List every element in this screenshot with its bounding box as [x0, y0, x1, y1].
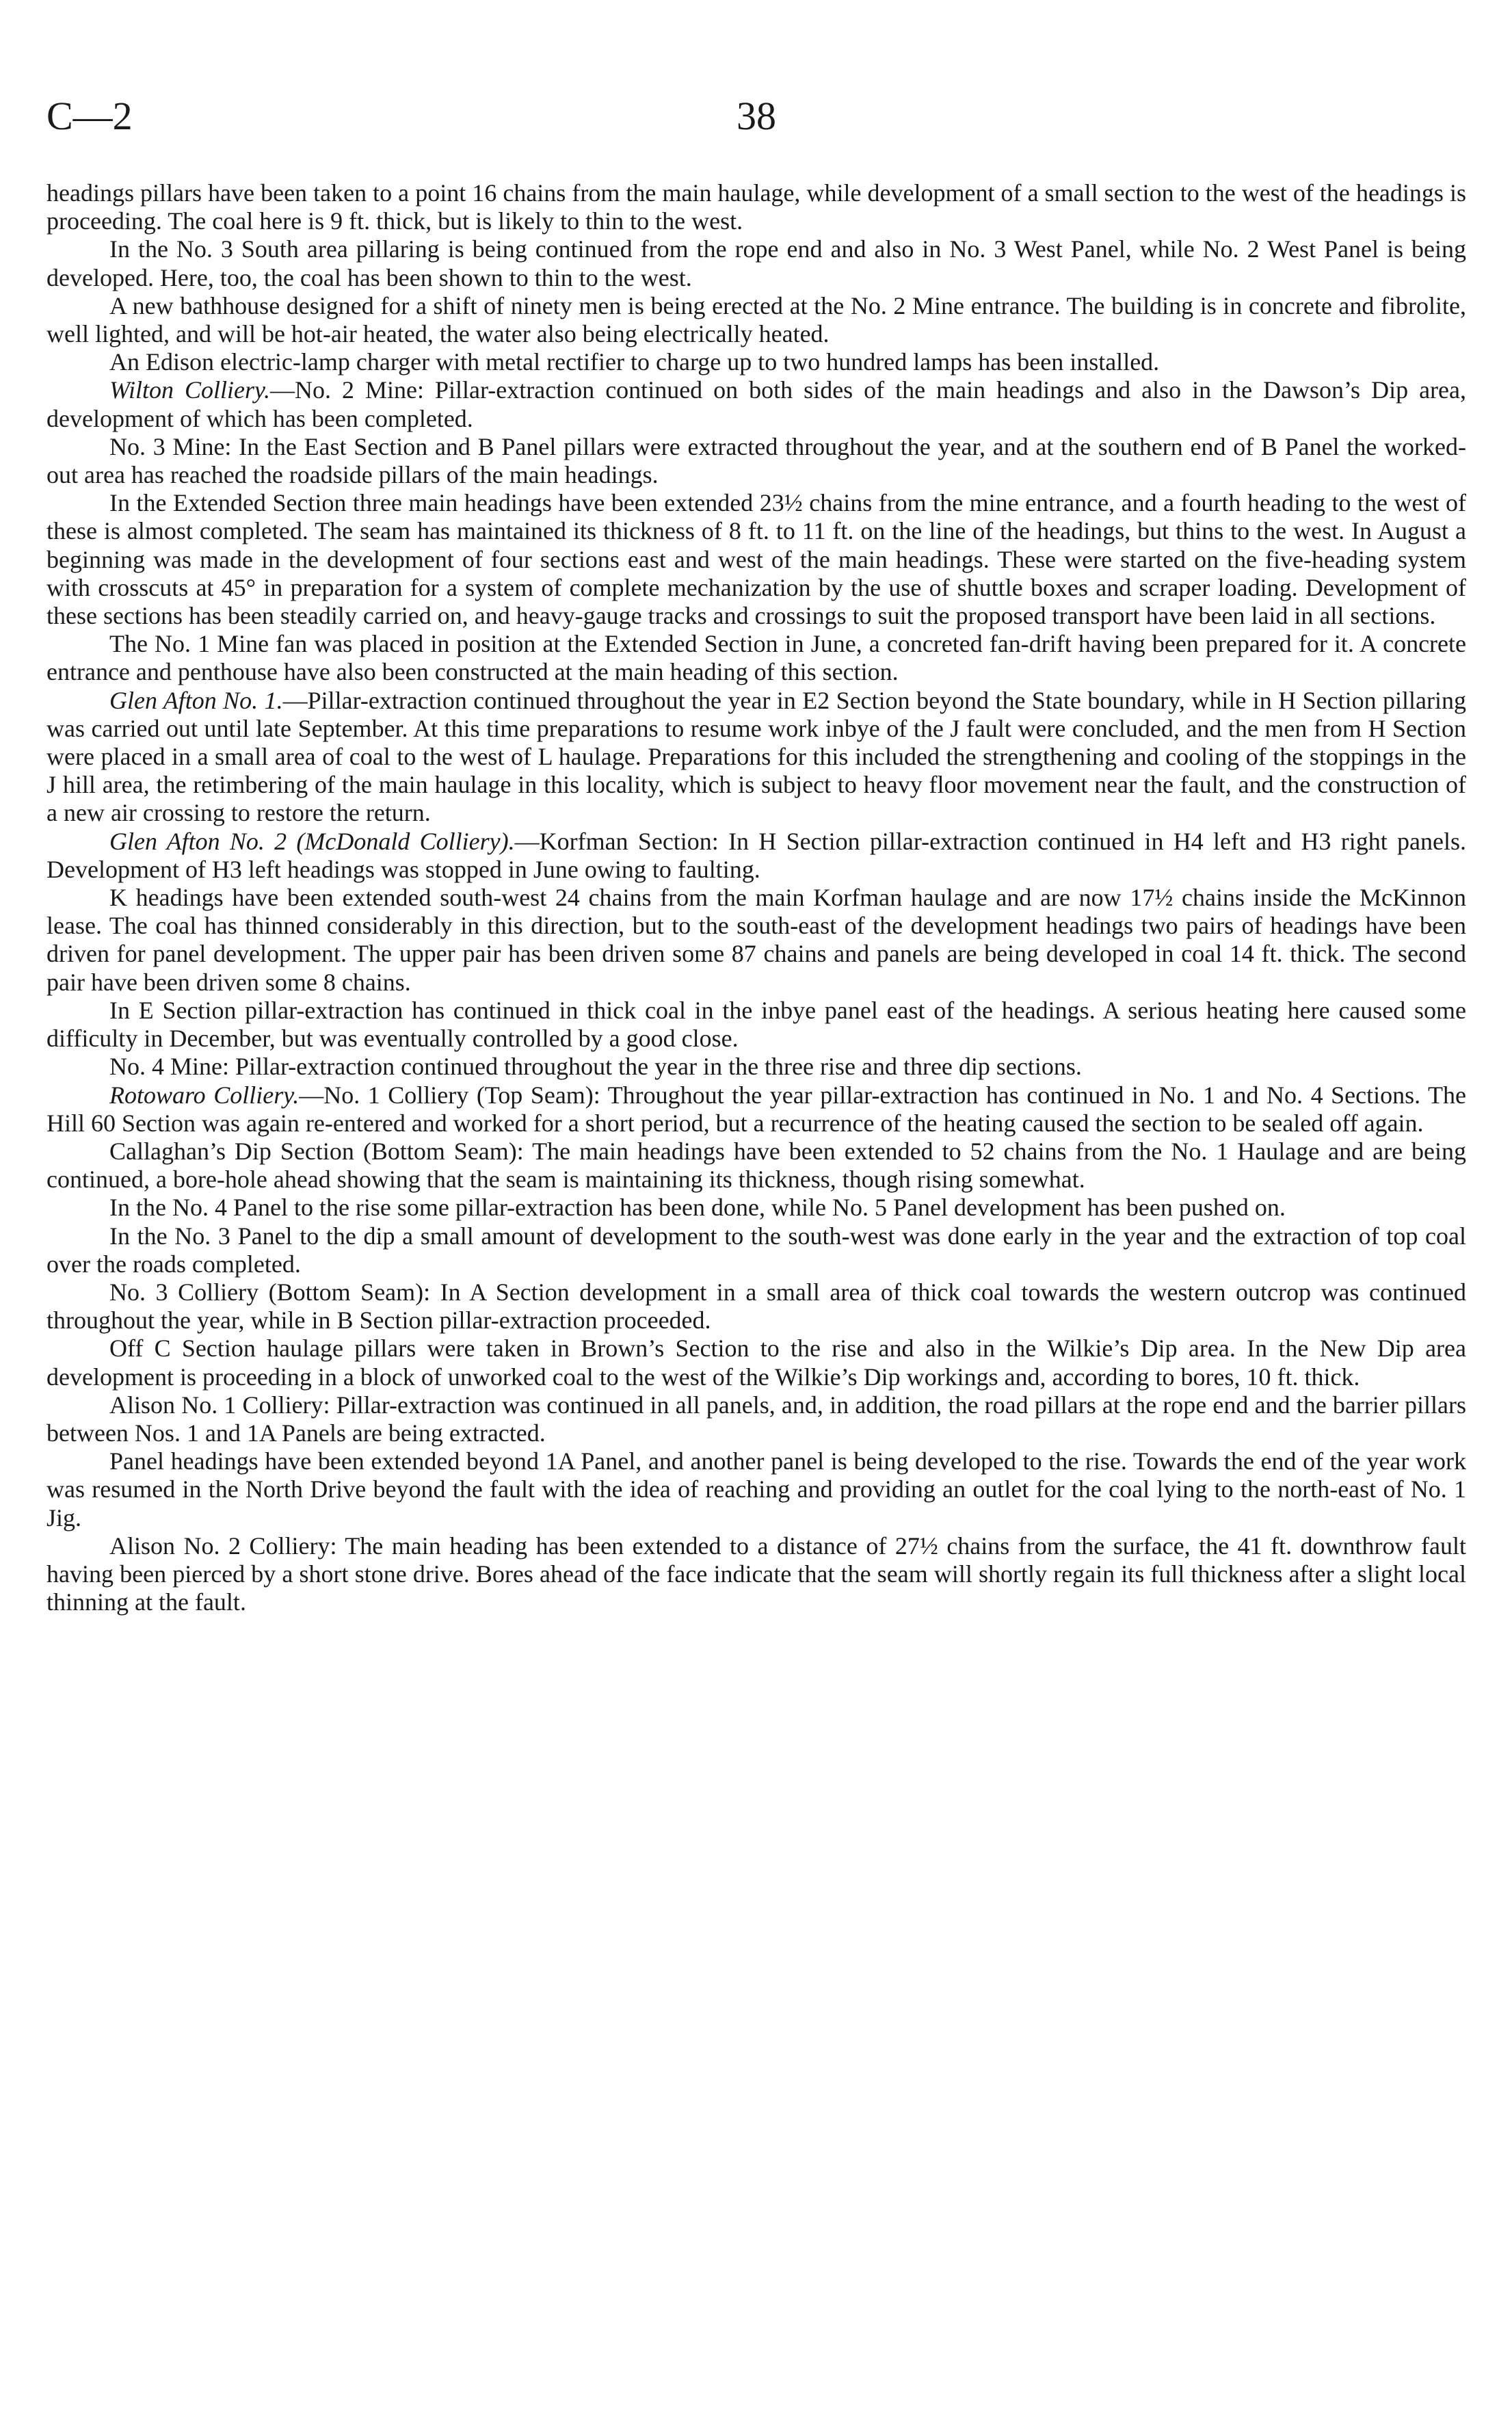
paragraph-text: Off C Section haulage pillars were taken in Brown’s Section to the rise and also in the Wilkie’s Dip area. In the New Dip area development is proceeding in a block of unworked coal to the west of the Wilkie’s Dip workings and, according to bores, 10 ft. thick.: [47, 1335, 1466, 1391]
page-header: [47, 89, 1466, 144]
paragraph-text: Alison No. 1 Colliery: Pillar-extraction was continued in all panels, and, in addition, the road pillars at the rope end and the barrier pillars between Nos. 1 and 1A Panels are being extracted.: [47, 1391, 1466, 1447]
paragraph-text: In the No. 4 Panel to the rise some pillar-extraction has been done, while No. 5 Panel development has been pushed on.: [109, 1194, 1286, 1222]
paragraph: [47, 235, 1466, 291]
body-text: [47, 179, 1466, 1616]
paragraph-text: No. 3 Mine: In the East Section and B Panel pillars were extracted throughout the year, and at the southern end of B Panel the worked-out area has reached the roadside pillars of the main headings.: [47, 432, 1466, 489]
paragraph-text: In the No. 3 Panel to the dip a small amount of development to the south-west was done early in the year and the extraction of top coal over the roads completed.: [47, 1222, 1466, 1278]
paragraph-text: —No. 2 Mine: Pillar-extraction continued on both sides of the main headings and also in the Dawson’s Dip area, development of which has been completed.: [47, 376, 1466, 432]
paragraph-text: Alison No. 2 Colliery: The main heading has been extended to a distance of 27½ chains from the surface, the 41 ft. downthrow fault having been pierced by a short stone drive. Bores ahead of the face indicate that the seam will shortly regain its full thickness after a slight local thinning at the fault.: [47, 1532, 1466, 1616]
paragraph: [47, 1391, 1466, 1447]
paragraph-text: The No. 1 Mine fan was placed in position at the Extended Section in June, a concreted fan-drift having been prepared for it. A concrete entrance and penthouse have also been constructed at the main heading of this section.: [47, 630, 1466, 686]
paragraph-text: —Pillar-extraction continued throughout the year in E2 Section beyond the State boundary, while in H Section pillaring was carried out until late September. At this time preparations to resume work inbye of the J fault were concluded, and the men from H Section were placed in a small area of coal to the west of L haulage. Preparations for this included the strengthening and cooling of the stoppings in the J hill area, the retimbering of the main haulage in this locality, which is subject to heavy floor movement near the fault, and the construction of a new air crossing to restore the return.: [47, 686, 1466, 827]
paragraph: [47, 687, 1466, 828]
paragraph-text: —No. 1 Colliery (Top Seam): Throughout the year pillar-extraction has continued in No. 1 and No. 4 Sections. The Hill 60 Section was again re-entered and worked for a short period, but a recurrence of the heating caused the section to be sealed off again.: [47, 1081, 1466, 1137]
paragraph: [47, 997, 1466, 1053]
paragraph: [47, 348, 1466, 376]
colliery-heading: Glen Afton No. 1.: [109, 686, 283, 714]
colliery-heading: Wilton Colliery.: [109, 376, 271, 404]
paragraph-text: Panel headings have been extended beyond 1A Panel, and another panel is being developed to the rise. Towards the end of the year work was resumed in the North Drive beyond the fault with the idea of reaching and providing an outlet for the coal lying to the north-east of No. 1 Jig.: [47, 1447, 1466, 1532]
page-number: 38: [737, 94, 776, 138]
paragraph: [47, 884, 1466, 997]
colliery-heading: Rotowaro Colliery.: [109, 1081, 300, 1109]
paragraph-text: headings pillars have been taken to a point 16 chains from the main haulage, while development of a small section to the west of the headings is proceeding. The coal here is 9 ft. thick, but is likely to thin to the west.: [47, 179, 1466, 235]
paragraph: [47, 179, 1466, 235]
paragraph-text: K headings have been extended south-west 24 chains from the main Korfman haulage and are now 17½ chains inside the McKinnon lease. The coal has thinned considerably in this direction, but to the south-east of the development headings two pairs of headings have been driven for panel development. The upper pair has been driven some 87 chains and panels are being developed in coal 14 ft. thick. The second pair have been driven some 8 chains.: [47, 884, 1466, 996]
paragraph-text: —Korfman Section: In H Section pillar-extraction continued in H4 left and H3 right panels. Development of H3 left headings was stopped in June owing to faulting.: [47, 827, 1466, 883]
paragraph-text: No. 4 Mine: Pillar-extraction continued throughout the year in the three rise and three dip sections.: [109, 1053, 1082, 1081]
paragraph-text: In the Extended Section three main headings have been extended 23½ chains from the mine entrance, and a fourth heading to the west of these is almost completed. The seam has maintained its thickness of 8 ft. to 11 ft. on the line of the headings, but thins to the west. In August a beginning was made in the development of four sections east and west of the main headings. These were started on the five-heading system with crosscuts at 45° in preparation for a system of complete mechanization by the use of shuttle boxes and scraper loading. Development of these sections has been steadily carried on, and heavy-gauge tracks and crossings to suit the proposed transport have been laid in all sections.: [47, 489, 1466, 630]
paragraph: [47, 1447, 1466, 1532]
paragraph: [47, 1532, 1466, 1617]
paragraph: [47, 1335, 1466, 1391]
paragraph: [47, 1194, 1466, 1222]
paragraph: [47, 376, 1466, 432]
paragraph: [47, 433, 1466, 489]
paragraph-text: No. 3 Colliery (Bottom Seam): In A Section development in a small area of thick coal towards the western outcrop was continued throughout the year, while in B Section pillar-extraction proceeded.: [47, 1278, 1466, 1335]
paragraph-text: In the No. 3 South area pillaring is being continued from the rope end and also in No. 3 West Panel, while No. 2 West Panel is being developed. Here, too, the coal has been shown to thin to the west.: [47, 235, 1466, 291]
paragraph: [47, 292, 1466, 348]
paragraph: [47, 1278, 1466, 1335]
paragraph-text: Callaghan’s Dip Section (Bottom Seam): The main headings have been extended to 52 chains from the No. 1 Haulage and are being continued, a bore-hole ahead showing that the seam is maintaining its thickness, though rising somewhat.: [47, 1137, 1466, 1194]
paragraph: [47, 1081, 1466, 1138]
paragraph-text: In E Section pillar-extraction has continued in thick coal in the inbye panel east of the headings. A serious heating here caused some difficulty in December, but was eventually controlled by a good close.: [47, 996, 1466, 1053]
paragraph: [47, 1053, 1466, 1081]
colliery-heading: Glen Afton No. 2 (McDonald Colliery).: [109, 827, 515, 855]
paragraph-text: A new bathhouse designed for a shift of ninety men is being erected at the No. 2 Mine entrance. The building is in concrete and fibrolite, well lighted, and will be hot-air heated, the water also being electrically heated.: [47, 291, 1466, 348]
paragraph: [47, 828, 1466, 884]
paragraph: [47, 489, 1466, 630]
paragraph: [47, 1222, 1466, 1278]
paragraph: [47, 630, 1466, 686]
paragraph: [47, 1138, 1466, 1194]
series-code: C—2: [47, 94, 133, 138]
paragraph-text: An Edison electric-lamp charger with metal rectifier to charge up to two hundred lamps has been installed.: [109, 348, 1160, 376]
